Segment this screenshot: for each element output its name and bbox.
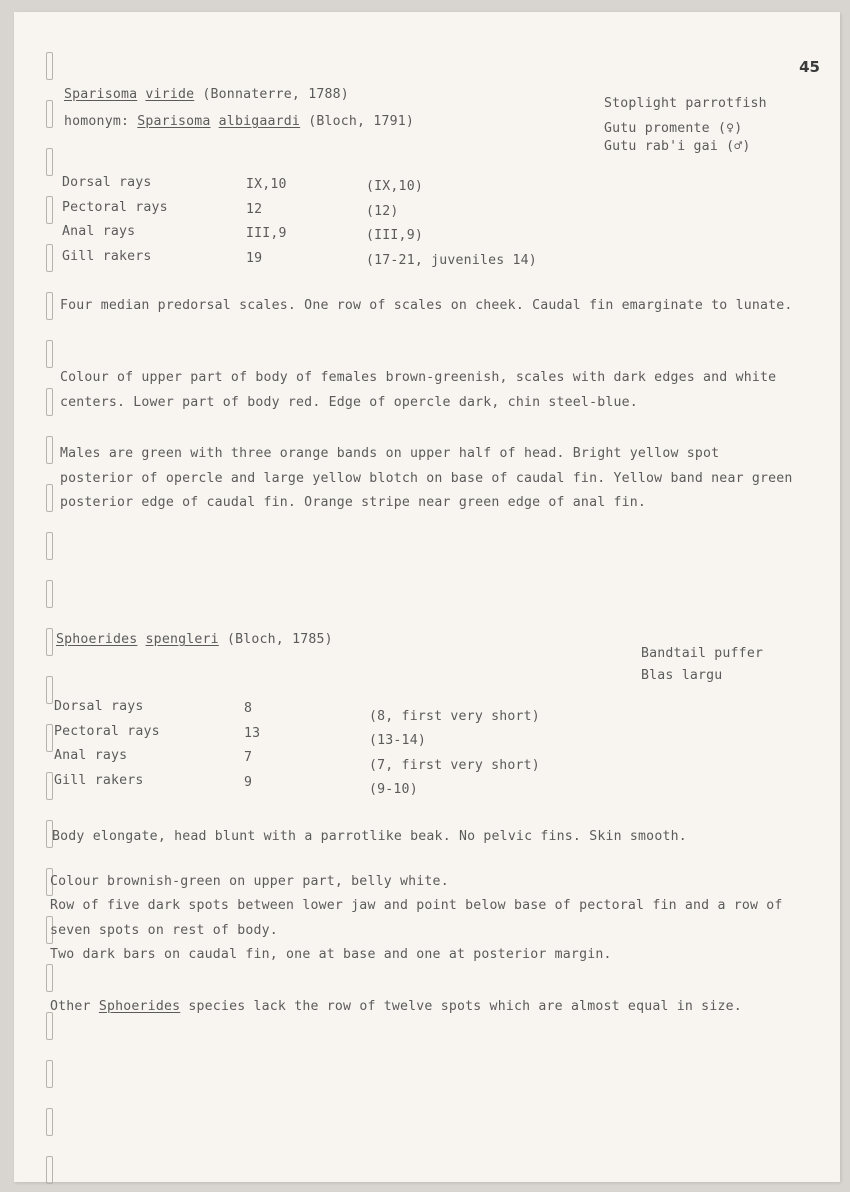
description-paragraph: Row of five dark spots between lower jaw and point below base of pectoral fin and a row of seven spots on rest of body. xyxy=(50,898,783,938)
common-name-local-male: Gutu rab'i gai (♂) xyxy=(604,139,751,154)
synonym-genus: Sparisoma xyxy=(137,114,211,129)
binder-hole xyxy=(46,148,53,176)
description-paragraph: Colour brownish-green on upper part, belly white. xyxy=(50,874,449,889)
binder-hole xyxy=(46,724,53,752)
common-name-english: Stoplight parrotfish xyxy=(604,96,767,111)
page-number: 45 xyxy=(799,58,820,76)
binder-hole xyxy=(46,1060,53,1088)
binder-hole xyxy=(46,100,53,128)
binder-hole xyxy=(46,580,53,608)
common-name-local: Blas largu xyxy=(641,668,723,683)
genus-name: Sphoerides xyxy=(56,632,138,647)
count-label: Anal rays xyxy=(62,224,136,239)
count-range: (7, first very short) xyxy=(369,758,540,773)
binder-hole xyxy=(46,532,53,560)
count-range: (III,9) xyxy=(366,228,423,243)
binder-hole xyxy=(46,628,53,656)
binder-hole xyxy=(46,196,53,224)
count-range: (13-14) xyxy=(369,733,426,748)
count-value: 7 xyxy=(244,750,253,765)
count-value: 13 xyxy=(244,726,261,741)
description-paragraph xyxy=(50,995,790,1020)
binder-hole xyxy=(46,52,53,80)
description-paragraph: Body elongate, head blunt with a parrotlike beak. No pelvic fins. Skin smooth. xyxy=(52,829,687,844)
synonym-epithet: albigaardi xyxy=(218,114,301,129)
count-value: III,9 xyxy=(246,226,287,241)
count-label: Dorsal rays xyxy=(54,699,144,714)
binder-hole xyxy=(46,1156,53,1184)
count-range: (8, first very short) xyxy=(369,709,540,724)
description-paragraph: Four median predorsal scales. One row of scales on cheek. Caudal fin emarginate to lunate. xyxy=(60,298,793,313)
species-epithet: spengleri xyxy=(145,632,219,647)
note-prefix: Other xyxy=(50,999,91,1014)
common-name-english: Bandtail puffer xyxy=(641,646,764,661)
note-genus: Sphoerides xyxy=(98,999,181,1014)
count-range: (12) xyxy=(366,204,399,219)
note-text: species lack the row of twelve spots which are almost equal in size. xyxy=(188,999,742,1014)
binder-hole xyxy=(46,244,53,272)
species-heading xyxy=(56,632,333,647)
count-label: Pectoral rays xyxy=(54,724,160,739)
genus-name: Sparisoma xyxy=(64,87,138,102)
binder-hole xyxy=(46,292,53,320)
synonym-prefix: homonym: xyxy=(64,114,130,129)
count-range: (9-10) xyxy=(369,782,418,797)
count-value: 8 xyxy=(244,701,253,716)
description-paragraph: Colour of upper part of body of females brown-greenish, scales with dark edges and white centers. Lower part of body red. Edge of opercle dark, chin steel-blue. xyxy=(60,370,777,410)
species-authority: (Bloch, 1785) xyxy=(226,632,333,647)
count-label: Gill rakers xyxy=(54,773,144,788)
document-page xyxy=(14,12,840,1182)
species-epithet: viride xyxy=(145,87,195,102)
binder-hole xyxy=(46,964,53,992)
binder-hole xyxy=(46,388,53,416)
binder-hole xyxy=(46,772,53,800)
binder-hole xyxy=(46,484,53,512)
binder-hole xyxy=(46,436,53,464)
count-value: 19 xyxy=(246,251,263,266)
description-paragraph: Males are green with three orange bands on upper half of head. Bright yellow spot posterior of opercle and large yellow blotch on base of caudal fin. Yellow band near green posterior edge of caudal fin. Orange stripe near green edge of anal fin. xyxy=(60,446,793,510)
synonym-authority: (Bloch, 1791) xyxy=(308,114,415,129)
count-label: Pectoral rays xyxy=(62,200,168,215)
count-value: 9 xyxy=(244,775,253,790)
binder-hole xyxy=(46,1108,53,1136)
count-label: Gill rakers xyxy=(62,249,152,264)
count-label: Anal rays xyxy=(54,748,128,763)
count-range: (17-21, juveniles 14) xyxy=(366,253,537,268)
binder-hole xyxy=(46,340,53,368)
binder-hole xyxy=(46,676,53,704)
synonym-line xyxy=(64,114,414,129)
species-authority: (Bonnaterre, 1788) xyxy=(202,87,349,102)
count-label: Dorsal rays xyxy=(62,175,152,190)
count-range: (IX,10) xyxy=(366,179,423,194)
description-paragraph: Two dark bars on caudal fin, one at base and one at posterior margin. xyxy=(50,947,612,962)
count-value: 12 xyxy=(246,202,263,217)
count-value: IX,10 xyxy=(246,177,287,192)
common-name-local-female: Gutu promente (♀) xyxy=(604,121,743,136)
species-heading xyxy=(64,87,349,102)
